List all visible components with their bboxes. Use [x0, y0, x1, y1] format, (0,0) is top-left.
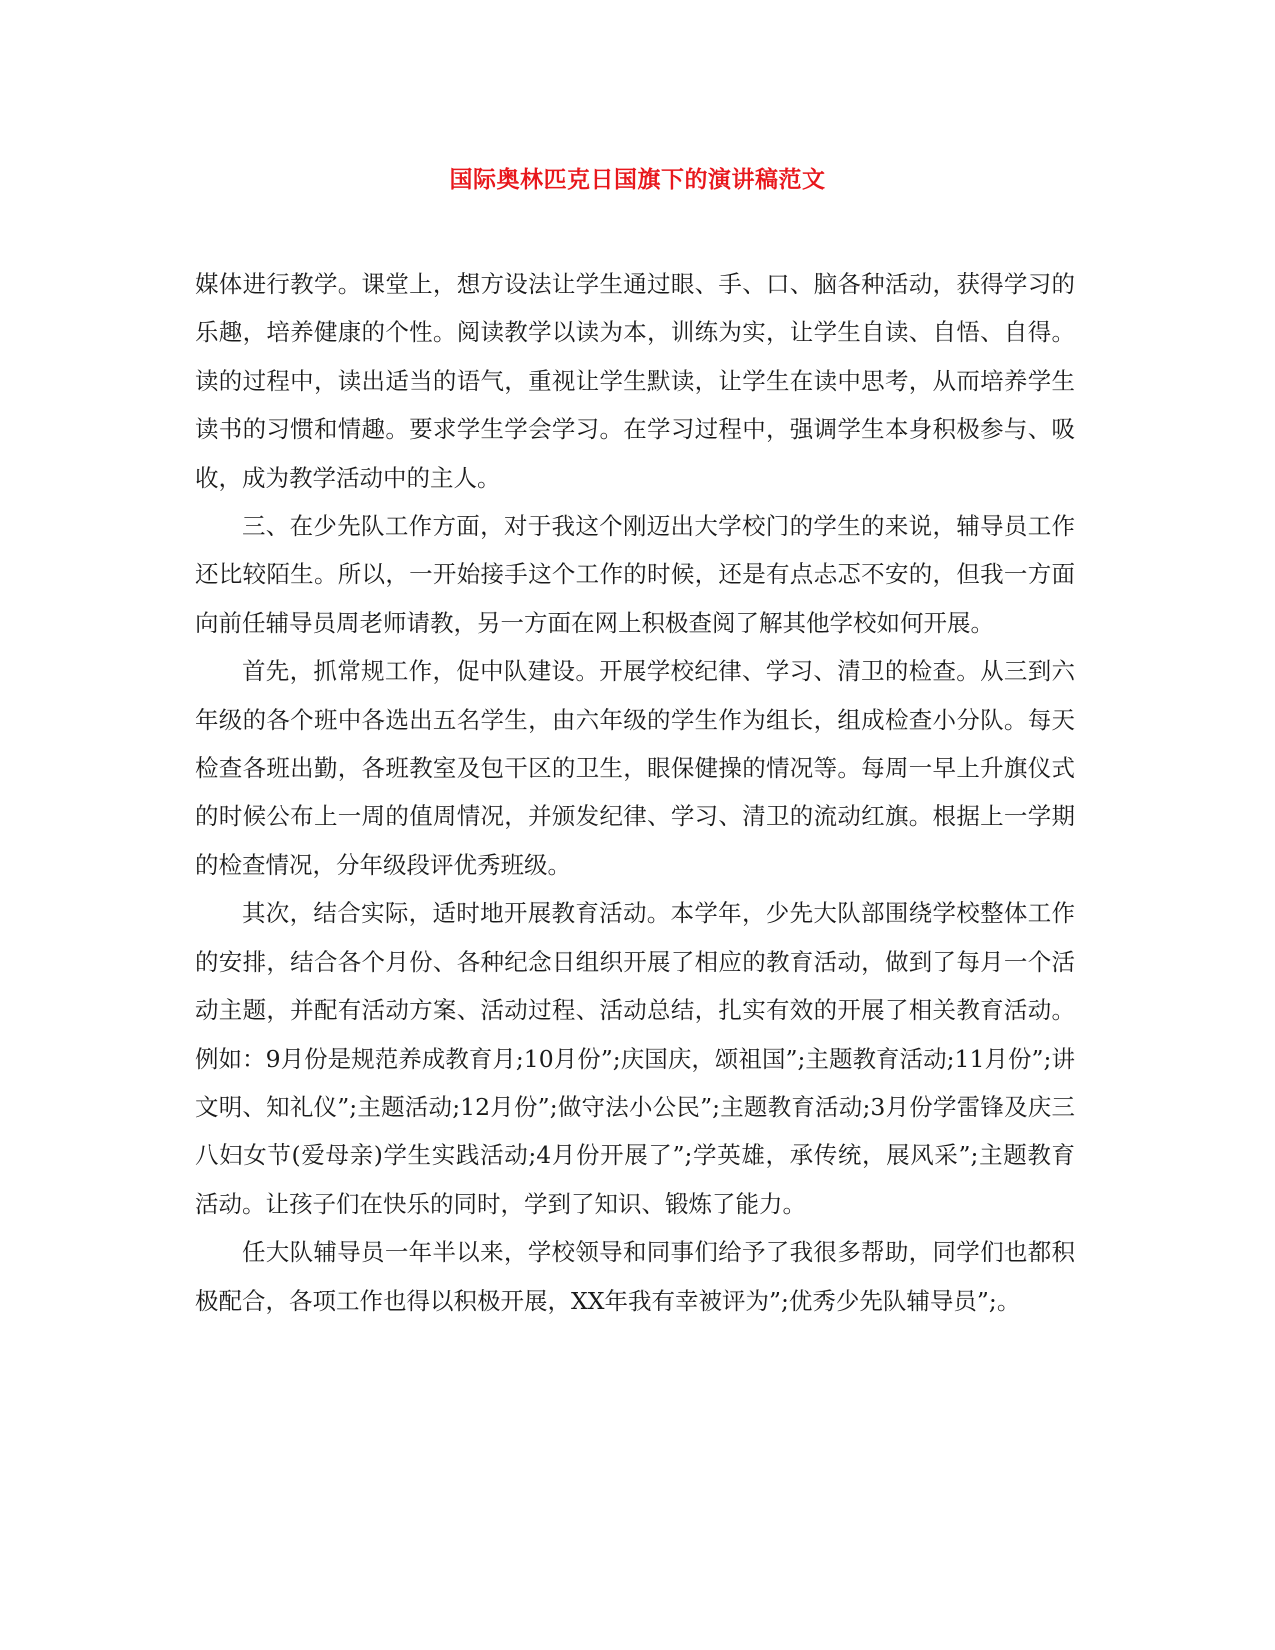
paragraph-3: 首先，抓常规工作，促中队建设。开展学校纪律、学习、清卫的检查。从三到六年级的各个班中各选出五名学生，由六年级的学生作为组长，组成检查小分队。每天检查各班出勤，各班教室及包干区的卫生，眼保健操的情况等。每周一早上升旗仪式的时候公布上一周的值周情况，并颁发纪律、学习、清卫的流动红旗。根据上一学期的检查情况，分年级段评优秀班级。: [195, 657, 1075, 879]
paragraph-5: 任大队辅导员一年半以来，学校领导和同事们给予了我很多帮助，同学们也都积极配合，各项工作也得以积极开展，XX年我有幸被评为”;优秀少先队辅导员”;。: [195, 1238, 1075, 1315]
document-body: [195, 260, 1075, 1325]
paragraph-4: 其次，结合实际，适时地开展教育活动。本学年，少先大队部围绕学校整体工作的安排，结合各个月份、各种纪念日组织开展了相应的教育活动，做到了每月一个活动主题，并配有活动方案、活动过程、活动总结，扎实有效的开展了相关教育活动。例如：9月份是规范养成教育月;10月份”;庆国庆，颂祖国”;主题教育活动;11月份”;讲文明、知礼仪”;主题活动;12月份”;做守法小公民”;主题教育活动;3月份学雷锋及庆三八妇女节(爱母亲)学生实践活动;4月份开展了”;学英雄，承传统，展风采”;主题教育活动。让孩子们在快乐的同时，学到了知识、锻炼了能力。: [195, 899, 1075, 1218]
paragraph-2: 三、在少先队工作方面，对于我这个刚迈出大学校门的学生的来说，辅导员工作还比较陌生。所以，一开始接手这个工作的时候，还是有点忐忑不安的，但我一方面向前任辅导员周老师请教，另一方面在网上积极查阅了解其他学校如何开展。: [195, 512, 1075, 637]
document-title: 国际奥林匹克日国旗下的演讲稿范文: [449, 166, 826, 193]
paragraph-1: 媒体进行教学。课堂上，想方设法让学生通过眼、手、口、脑各种活动，获得学习的乐趣，培养健康的个性。阅读教学以读为本，训练为实，让学生自读、自悟、自得。读的过程中，读出适当的语气，重视让学生默读，让学生在读中思考，从而培养学生读书的习惯和情趣。要求学生学会学习。在学习过程中，强调学生本身积极参与、吸收，成为教学活动中的主人。: [195, 270, 1075, 492]
